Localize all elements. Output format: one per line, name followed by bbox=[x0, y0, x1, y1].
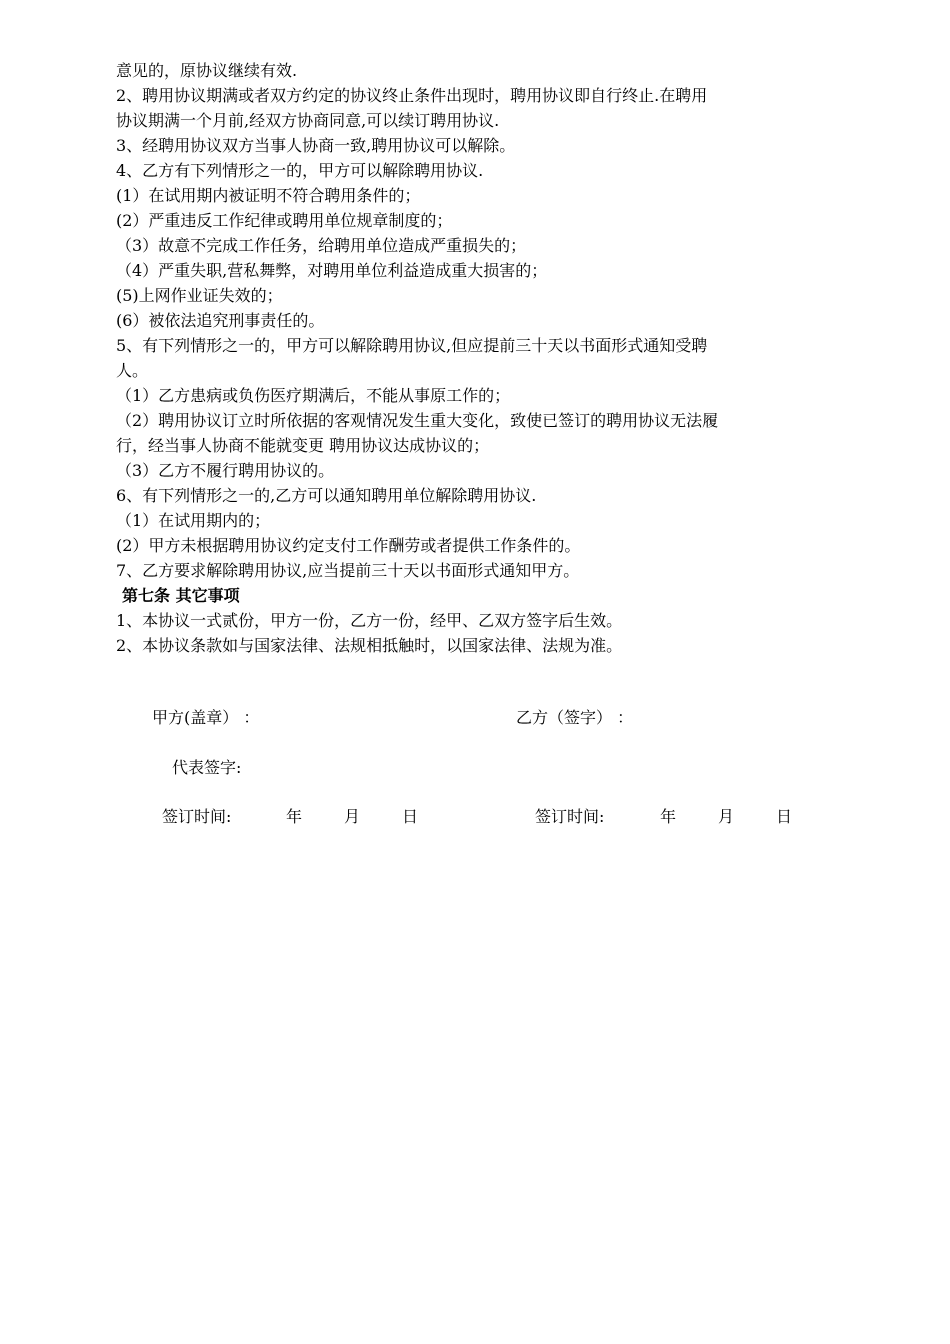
text-line: 7、乙方要求解除聘用协议,应当提前三十天以书面形式通知甲方。 bbox=[116, 561, 580, 580]
section-heading: 第七条 其它事项 bbox=[122, 586, 240, 605]
text-line: （4）严重失职,营私舞弊，对聘用单位利益造成重大损害的； bbox=[116, 261, 548, 280]
text-line: （3）故意不完成工作任务，给聘用单位造成严重损失的； bbox=[116, 236, 527, 255]
text-line: （1）在试用期内的； bbox=[116, 511, 271, 530]
text-line: 4、乙方有下列情形之一的，甲方可以解除聘用协议. bbox=[116, 161, 484, 180]
text-line: （1）乙方患病或负伤医疗期满后，不能从事原工作的； bbox=[116, 386, 511, 405]
text-line: 2、本协议条款如与国家法律、法规相抵触时，以国家法律、法规为准。 bbox=[116, 636, 623, 655]
text-line: (6）被依法追究刑事责任的。 bbox=[116, 311, 325, 330]
text-line: (2）甲方未根据聘用协议约定支付工作酬劳或者提供工作条件的。 bbox=[116, 536, 581, 555]
text-line: 1、本协议一式贰份，甲方一份，乙方一份，经甲、乙双方签字后生效。 bbox=[116, 611, 623, 630]
year-label: 年 bbox=[660, 807, 677, 826]
day-label: 日 bbox=[776, 807, 793, 826]
party-a-seal-label: 甲方(盖章） ： bbox=[152, 708, 260, 727]
text-line: 5、有下列情形之一的，甲方可以解除聘用协议,但应提前三十天以书面形式通知受聘 bbox=[116, 336, 708, 355]
party-b-signature-label: 乙方（签字） ： bbox=[516, 708, 634, 727]
text-line: 意见的，原协议继续有效. bbox=[116, 61, 298, 80]
text-line: 6、有下列情形之一的,乙方可以通知聘用单位解除聘用协议. bbox=[116, 486, 537, 505]
date-label: 签订时间: bbox=[535, 807, 605, 826]
month-label: 月 bbox=[344, 807, 361, 826]
text-line: (1）在试用期内被证明不符合聘用条件的； bbox=[116, 186, 421, 205]
agreement-body bbox=[116, 58, 846, 658]
text-line: (5)上网作业证失效的； bbox=[116, 286, 283, 305]
year-label: 年 bbox=[286, 807, 303, 826]
text-line: 人。 bbox=[116, 361, 149, 380]
representative-signature-label: 代表签字: bbox=[172, 758, 242, 777]
text-line: 2、聘用协议期满或者双方约定的协议终止条件出现时，聘用协议即自行终止.在聘用 bbox=[116, 86, 708, 105]
text-line: （3）乙方不履行聘用协议的。 bbox=[116, 461, 335, 480]
text-line: (2）严重违反工作纪律或聘用单位规章制度的； bbox=[116, 211, 453, 230]
text-line: 行，经当事人协商不能就变更 聘用协议达成协议的； bbox=[116, 436, 490, 455]
date-label: 签订时间: bbox=[162, 807, 232, 826]
party-b-signing-date bbox=[535, 807, 834, 827]
day-label: 日 bbox=[402, 807, 419, 826]
month-label: 月 bbox=[718, 807, 735, 826]
text-line: 协议期满一个月前,经双方协商同意,可以续订聘用协议. bbox=[116, 111, 500, 130]
text-line: （2）聘用协议订立时所依据的客观情况发生重大变化，致使已签订的聘用协议无法履 bbox=[116, 411, 719, 430]
text-line: 3、经聘用协议双方当事人协商一致,聘用协议可以解除。 bbox=[116, 136, 516, 155]
party-a-signing-date bbox=[162, 807, 460, 827]
